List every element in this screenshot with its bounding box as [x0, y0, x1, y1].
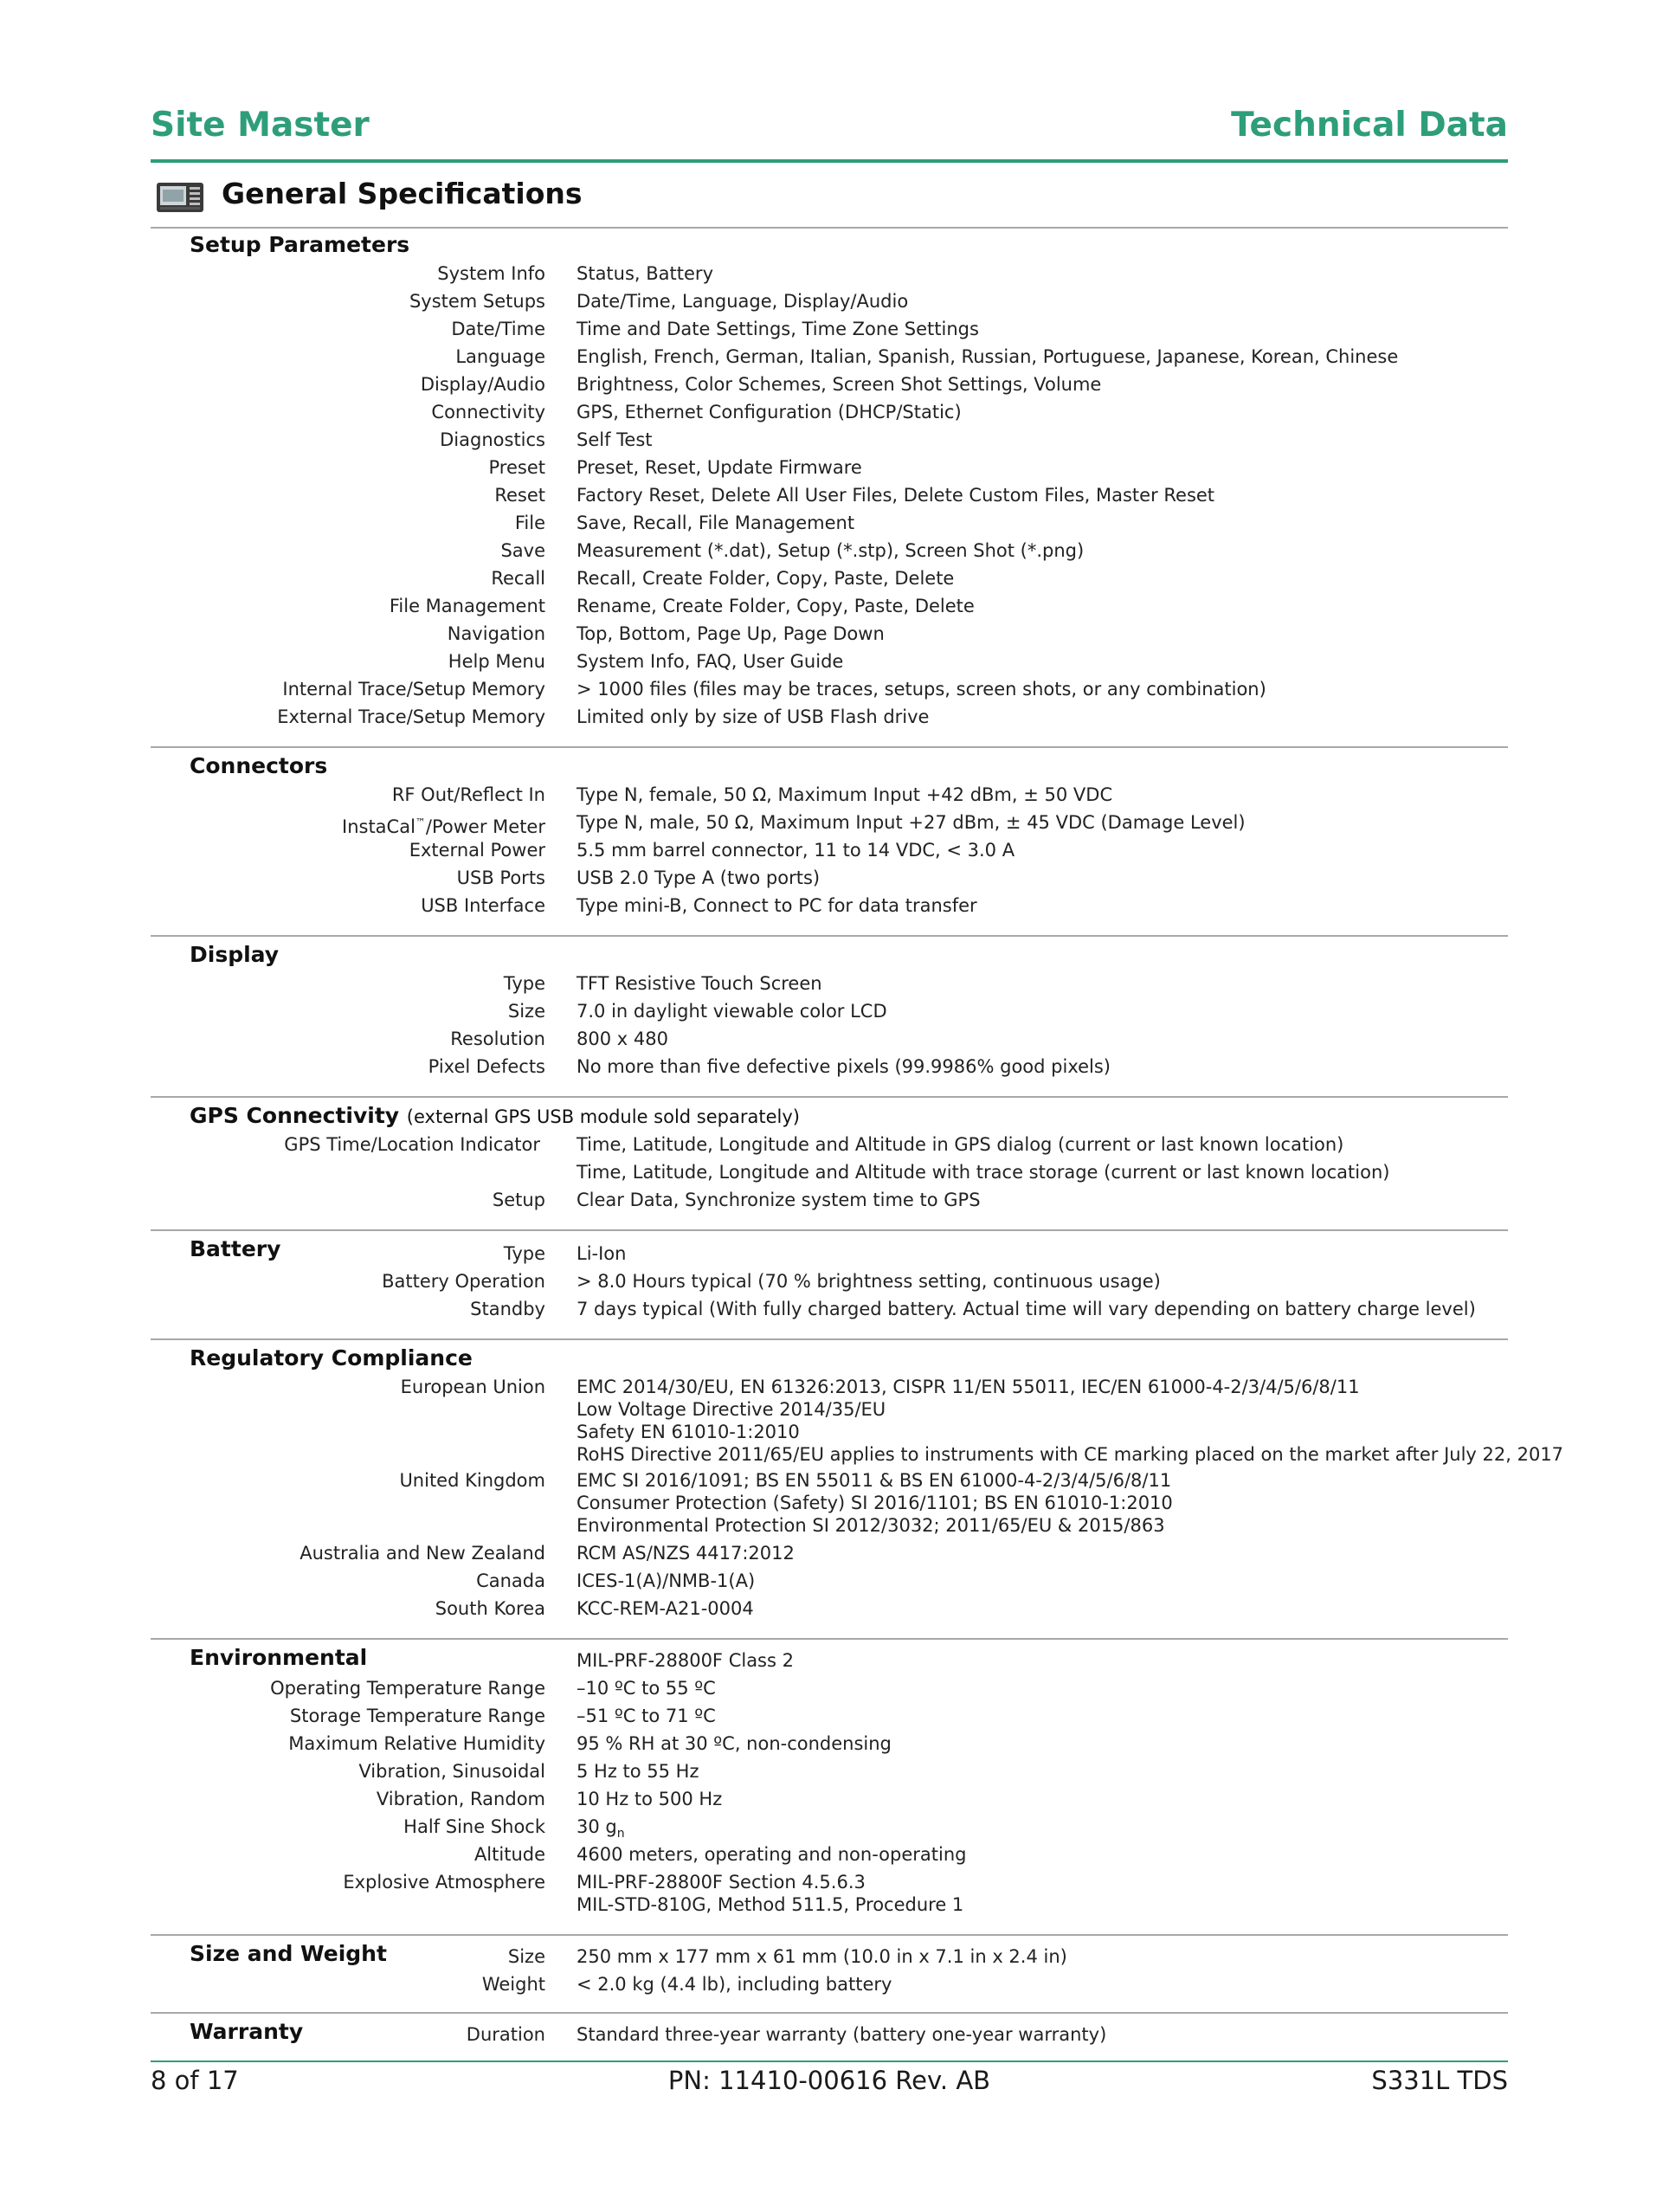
- spec-value: 7 days typical (With fully charged battery. Actual time will vary depending on battery charge level): [577, 1299, 1476, 1319]
- spec-value-subscript: n: [616, 1827, 625, 1841]
- spec-label: Maximum Relative Humidity: [288, 1733, 545, 1754]
- spec-label: USB Interface: [421, 895, 545, 916]
- spec-value: Time and Date Settings, Time Zone Settings: [577, 319, 979, 339]
- page-header: [151, 106, 1508, 164]
- spec-label: File: [514, 513, 545, 533]
- section-title-rule: [151, 227, 1508, 229]
- spec-row: [151, 426, 1508, 454]
- spec-row: [151, 675, 1508, 703]
- spec-value-line: Safety EN 61010-1:2010: [577, 1422, 800, 1442]
- spec-label: European Union: [400, 1377, 545, 1397]
- spec-label: USB Ports: [456, 867, 545, 888]
- spec-row-eu: [151, 1373, 1564, 1468]
- spec-label: Size: [507, 1001, 545, 1022]
- spec-value: Self Test: [577, 429, 653, 450]
- spec-row: [151, 620, 1508, 648]
- spec-value: –51 ºC to 71 ºC: [577, 1706, 716, 1726]
- spec-row: [151, 1186, 1508, 1214]
- spec-row: [151, 592, 1508, 620]
- spec-label: Save: [500, 540, 545, 561]
- spec-label: RF Out/Reflect In: [391, 784, 545, 805]
- footer-rule: [151, 2060, 1508, 2062]
- group-heading-size: Size and Weight: [190, 1941, 387, 1966]
- spec-row: [151, 997, 1508, 1025]
- spec-row: [151, 1539, 1508, 1567]
- spec-value: 7.0 in daylight viewable color LCD: [577, 1001, 887, 1022]
- spec-row: [151, 1267, 1508, 1295]
- spec-label: Weight: [481, 1974, 545, 1995]
- spec-value-line: EMC SI 2016/1091; BS EN 55011 & BS EN 61000-4-2/3/4/5/6/8/11: [577, 1470, 1172, 1491]
- spec-label: Australia and New Zealand: [300, 1543, 545, 1564]
- spec-value: 30 g: [577, 1816, 617, 1837]
- spec-row: [151, 537, 1508, 564]
- group-heading-connectors: Connectors: [190, 753, 328, 778]
- spec-value: Time, Latitude, Longitude and Altitude in GPS dialog (current or last known location): [577, 1134, 1344, 1155]
- spec-row: [151, 2021, 1508, 2048]
- spec-value-line: MIL-PRF-28800F Section 4.5.6.3: [577, 1872, 866, 1893]
- spec-row: [151, 260, 1508, 287]
- spec-value: English, French, German, Italian, Spanish, Russian, Portuguese, Japanese, Korean, Chinese: [577, 346, 1399, 367]
- spec-label: Vibration, Sinusoidal: [358, 1761, 545, 1782]
- spec-value: Factory Reset, Delete All User Files, Delete Custom Files, Master Reset: [577, 485, 1215, 506]
- spec-row: [151, 1647, 1508, 1674]
- spec-label: Reset: [494, 485, 545, 506]
- spec-value: Date/Time, Language, Display/Audio: [577, 291, 909, 312]
- spec-label: South Korea: [435, 1598, 545, 1619]
- group-heading-display: Display: [190, 942, 280, 967]
- spec-value: No more than five defective pixels (99.9986% good pixels): [577, 1056, 1111, 1077]
- footer-part-number: PN: 11410-00616 Rev. AB: [667, 2066, 991, 2095]
- spec-label-main: InstaCal: [342, 816, 416, 837]
- spec-value-multiline: [577, 1871, 963, 1916]
- spec-label: Storage Temperature Range: [289, 1706, 545, 1726]
- spec-row: [151, 1785, 1508, 1813]
- group-title: GPS Connectivity: [190, 1103, 400, 1128]
- spec-row-uk: [151, 1467, 1508, 1539]
- instrument-icon: [156, 182, 204, 213]
- spec-value: Status, Battery: [577, 263, 713, 284]
- spec-value-line: EMC 2014/30/EU, EN 61326:2013, CISPR 11/EN 55011, IEC/EN 61000-4-2/3/4/5/6/8/11: [577, 1377, 1360, 1397]
- spec-row: [151, 864, 1508, 892]
- spec-value-line: MIL-STD-810G, Method 511.5, Procedure 1: [577, 1894, 964, 1915]
- group-note: (external GPS USB module sold separately): [406, 1106, 800, 1127]
- spec-value: Preset, Reset, Update Firmware: [577, 457, 862, 478]
- trademark-mark: ™: [415, 816, 426, 829]
- spec-label: Navigation: [447, 623, 545, 644]
- spec-row: [151, 481, 1508, 509]
- spec-row: [151, 1841, 1508, 1868]
- spec-value: ICES-1(A)/NMB-1(A): [577, 1570, 756, 1591]
- spec-value: Type mini-B, Connect to PC for data transfer: [577, 895, 977, 916]
- spec-row: [151, 1595, 1508, 1622]
- spec-value: Type N, female, 50 Ω, Maximum Input +42 dBm, ± 50 VDC: [577, 784, 1113, 805]
- spec-value: Top, Bottom, Page Up, Page Down: [577, 623, 885, 644]
- spec-value: < 2.0 kg (4.4 lb), including battery: [577, 1974, 892, 1995]
- spec-row: [151, 1674, 1508, 1702]
- spec-row: [151, 1131, 1508, 1158]
- spec-label: Standby: [470, 1299, 545, 1319]
- spec-label: Explosive Atmosphere: [343, 1872, 545, 1893]
- group-heading-setup: Setup Parameters: [190, 232, 410, 257]
- spec-label: Preset: [488, 457, 545, 478]
- spec-value: Recall, Create Folder, Copy, Paste, Delete: [577, 568, 955, 589]
- spec-value: Standard three-year warranty (battery one-year warranty): [577, 2024, 1107, 2045]
- spec-value: Time, Latitude, Longitude and Altitude with trace storage (current or last known location): [577, 1162, 1390, 1183]
- spec-row: [151, 564, 1508, 592]
- section-title-bar: [151, 173, 1508, 222]
- spec-row: [151, 781, 1508, 809]
- spec-row: [151, 836, 1508, 864]
- spec-value-multiline: [577, 1376, 1563, 1466]
- spec-value: 4600 meters, operating and non-operating: [577, 1844, 967, 1865]
- group-divider: [151, 1638, 1508, 1640]
- spec-row: [151, 1053, 1508, 1080]
- spec-row: [151, 1813, 1508, 1841]
- spec-row: [151, 398, 1508, 426]
- group-divider: [151, 746, 1508, 748]
- spec-row: [151, 1240, 1508, 1267]
- page: [151, 0, 1564, 2212]
- spec-value: GPS, Ethernet Configuration (DHCP/Static): [577, 402, 962, 422]
- spec-row: [151, 1757, 1508, 1785]
- spec-value: –10 ºC to 55 ºC: [577, 1678, 716, 1699]
- spec-value: > 8.0 Hours typical (70 % brightness setting, continuous usage): [577, 1271, 1161, 1292]
- header-doc-type: Technical Data: [1231, 106, 1508, 145]
- spec-value: Type N, male, 50 Ω, Maximum Input +27 dBm, ± 45 VDC (Damage Level): [577, 812, 1246, 833]
- spec-value: 95 % RH at 30 ºC, non-condensing: [577, 1733, 892, 1754]
- spec-label-tail: /Power Meter: [425, 816, 545, 837]
- spec-label: Resolution: [450, 1029, 545, 1049]
- spec-value: Brightness, Color Schemes, Screen Shot Settings, Volume: [577, 374, 1102, 395]
- spec-value: USB 2.0 Type A (two ports): [577, 867, 821, 888]
- footer-doc-id: S331L TDS: [1371, 2066, 1508, 2095]
- spec-row: [151, 1970, 1508, 1998]
- spec-label: Pixel Defects: [428, 1056, 545, 1077]
- spec-label: Size: [507, 1946, 545, 1967]
- spec-value: System Info, FAQ, User Guide: [577, 651, 844, 672]
- spec-value: 250 mm x 177 mm x 61 mm (10.0 in x 7.1 in x 2.4 in): [577, 1946, 1067, 1967]
- spec-value: Measurement (*.dat), Setup (*.stp), Screen Shot (*.png): [577, 540, 1085, 561]
- spec-row: [151, 1567, 1508, 1595]
- spec-label: Half Sine Shock: [403, 1816, 545, 1837]
- spec-label: Duration: [466, 2024, 545, 2045]
- group-divider: [151, 2012, 1508, 2014]
- group-heading-regulatory: Regulatory Compliance: [190, 1345, 473, 1370]
- spec-value: RCM AS/NZS 4417:2012: [577, 1543, 795, 1564]
- spec-row: [151, 1295, 1508, 1323]
- spec-row: [151, 1025, 1508, 1053]
- spec-label: External Power: [409, 840, 545, 861]
- spec-row: [151, 892, 1508, 919]
- spec-label: Connectivity: [431, 402, 545, 422]
- spec-label: System Info: [437, 263, 545, 284]
- spec-value-multiline: [577, 1469, 1173, 1537]
- group-divider: [151, 1338, 1508, 1340]
- spec-value: KCC-REM-A21-0004: [577, 1598, 754, 1619]
- spec-label: Type: [503, 1243, 545, 1264]
- spec-row: [151, 509, 1508, 537]
- spec-value: Limited only by size of USB Flash drive: [577, 706, 930, 727]
- spec-value: 5 Hz to 55 Hz: [577, 1761, 699, 1782]
- spec-label: Setup: [492, 1190, 545, 1210]
- spec-label: File Management: [389, 596, 545, 616]
- spec-label: Vibration, Random: [376, 1789, 545, 1809]
- spec-row: [151, 1943, 1508, 1970]
- spec-row: [151, 648, 1508, 675]
- footer-page-number: 8 of 17: [151, 2066, 239, 2095]
- spec-label: Canada: [476, 1570, 545, 1591]
- spec-label: System Setups: [409, 291, 545, 312]
- spec-row: [151, 703, 1508, 731]
- spec-value: 800 x 480: [577, 1029, 668, 1049]
- spec-value: 10 Hz to 500 Hz: [577, 1789, 723, 1809]
- spec-row: [151, 1730, 1508, 1757]
- spec-label: Display/Audio: [420, 374, 545, 395]
- spec-label: Diagnostics: [440, 429, 545, 450]
- spec-label: Battery Operation: [382, 1271, 545, 1292]
- spec-value: Li-Ion: [577, 1243, 627, 1264]
- spec-row-explosive: [151, 1868, 1508, 1919]
- spec-value-line: Consumer Protection (Safety) SI 2016/1101; BS EN 61010-1:2010: [577, 1493, 1173, 1513]
- spec-value: 5.5 mm barrel connector, 11 to 14 VDC, < 3.0 A: [577, 840, 1015, 861]
- group-divider: [151, 935, 1508, 937]
- spec-label: External Trace/Setup Memory: [277, 706, 545, 727]
- group-divider: [151, 1934, 1508, 1936]
- header-rule: [151, 159, 1508, 163]
- spec-value: Clear Data, Synchronize system time to GPS: [577, 1190, 981, 1210]
- spec-row: [151, 371, 1508, 398]
- header-product-name: Site Master: [151, 106, 370, 145]
- spec-label: Language: [455, 346, 545, 367]
- spec-label: GPS Time/Location Indicator: [284, 1134, 540, 1155]
- group-heading-gps: [190, 1103, 800, 1128]
- spec-label: Internal Trace/Setup Memory: [282, 679, 545, 700]
- spec-value-line: RoHS Directive 2011/65/EU applies to instruments with CE marking placed on the market after July 22, 2017: [577, 1444, 1564, 1465]
- spec-row: [151, 343, 1508, 371]
- spec-value: TFT Resistive Touch Screen: [577, 973, 822, 994]
- spec-row: [151, 454, 1508, 481]
- spec-value: MIL-PRF-28800F Class 2: [577, 1650, 794, 1671]
- spec-row: [151, 1702, 1508, 1730]
- spec-label: Date/Time: [451, 319, 545, 339]
- spec-label: Altitude: [473, 1844, 545, 1865]
- spec-label: Operating Temperature Range: [270, 1678, 545, 1699]
- spec-row: [151, 1158, 1508, 1186]
- spec-row: [151, 287, 1508, 315]
- spec-value: > 1000 files (files may be traces, setups, screen shots, or any combination): [577, 679, 1266, 700]
- group-divider: [151, 1096, 1508, 1098]
- spec-label: Type: [503, 973, 545, 994]
- group-divider: [151, 1229, 1508, 1231]
- spec-value: Save, Recall, File Management: [577, 513, 855, 533]
- spec-label: United Kingdom: [399, 1470, 545, 1491]
- spec-value-line: Environmental Protection SI 2012/3032; 2011/65/EU & 2015/863: [577, 1515, 1165, 1536]
- spec-row: [151, 315, 1508, 343]
- spec-row: [151, 809, 1508, 836]
- spec-value: Rename, Create Folder, Copy, Paste, Delete: [577, 596, 975, 616]
- group-heading-warranty: Warranty: [190, 2019, 304, 2044]
- spec-row: [151, 970, 1508, 997]
- spec-value-line: Low Voltage Directive 2014/35/EU: [577, 1399, 886, 1420]
- group-heading-battery: Battery: [190, 1236, 281, 1261]
- group-heading-environmental: Environmental: [190, 1645, 368, 1670]
- spec-label: Help Menu: [448, 651, 545, 672]
- page-title: General Specifications: [222, 177, 583, 210]
- spec-label: Recall: [491, 568, 545, 589]
